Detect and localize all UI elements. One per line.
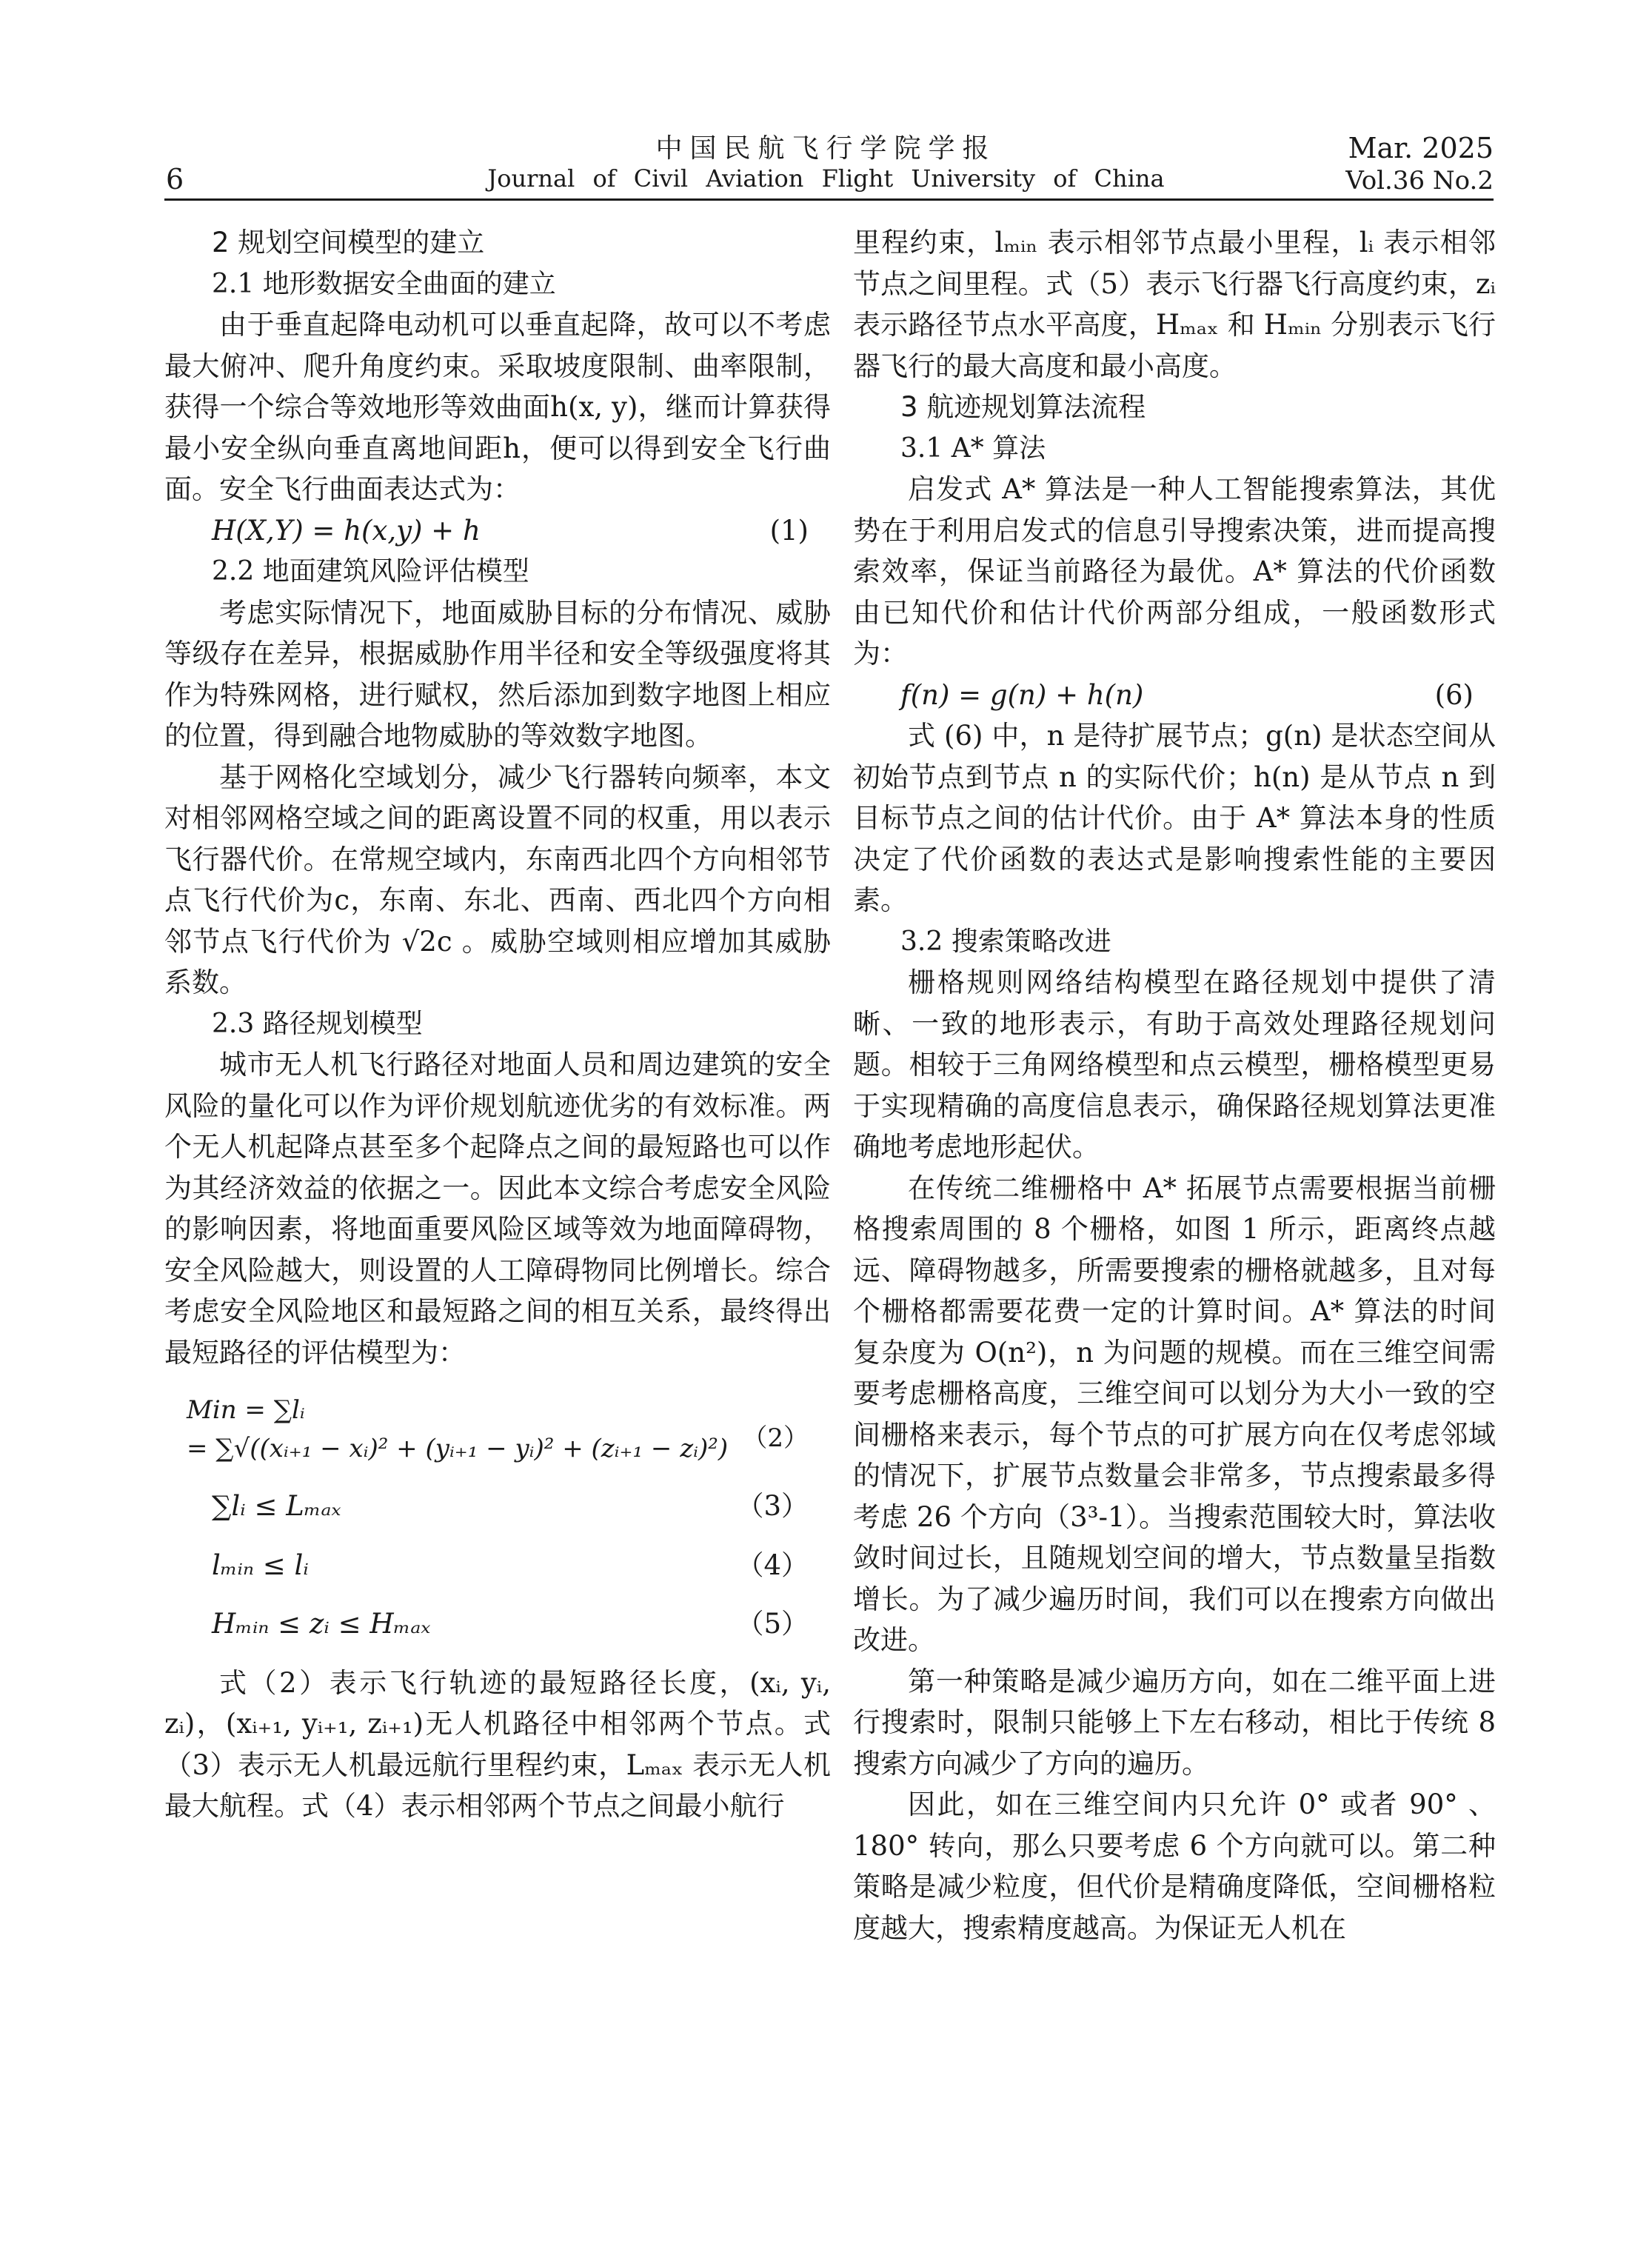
issue-volume: Vol.36 No.2: [1345, 166, 1494, 196]
equation-1-number: (1): [769, 514, 809, 547]
section-3-heading: 3 航迹规划算法流程: [900, 391, 1146, 423]
right-column: [853, 222, 1496, 1948]
section-2-2-paragraph-1: 考虑实际情况下，地面威胁目标的分布情况、威胁等级存在差异，根据威胁作用半径和安全等级强度将其作为特殊网格，进行赋权，然后添加到数字地图上相应的位置，得到融合地物威胁的等效数字地图。: [164, 596, 831, 752]
equation-2-line-1: Min = ∑lᵢ: [187, 1395, 305, 1425]
equation-1: [164, 510, 831, 552]
equation-3: [164, 1486, 831, 1527]
section-3-2-paragraph-1: 栅格规则网络结构模型在路径规划中提供了清晰、一致的地形表示，有助于高效处理路径规划问题。相较于三角网络模型和点云模型，栅格模型更易于实现精确的高度信息表示，确保路径规划算法更准确地考虑地形起伏。: [853, 966, 1496, 1163]
left-column: [164, 222, 831, 1827]
equation-2-number: （2）: [742, 1423, 809, 1453]
page-header: [0, 0, 1652, 200]
equation-4: [164, 1545, 831, 1586]
equation-3-body: ∑lᵢ ≤ Lₘₐₓ: [212, 1490, 341, 1522]
section-3-2-paragraph-2: 在传统二维栅格中 A* 拓展节点需要根据当前栅格搜索周围的 8 个栅格，如图 1 所示，距离终点越远、障碍物越多，所需要搜索的栅格就越多，且对每个栅格都需要花费一定的计算时间。A* 算法的时间复杂度为 O(n²)，n 为问题的规模。而在三维空间需要考虑栅格高度，三维空间可以划分为大小一致的空间栅格来表示，每个节点的可扩展方向在仅考虑邻域的情况下，扩展节点数量会非常多，节点搜索最多得考虑 26 个方向（3³-1）。当搜索范围较大时，算法收敛时间过长，且随规划空间的增大，节点数量呈指数增长。为了减少遍历时间，我们可以在搜索方向做出改进。: [853, 1172, 1496, 1656]
equation-5-body: Hₘᵢₙ ≤ zᵢ ≤ Hₘₐₓ: [212, 1608, 431, 1640]
section-2-2-paragraph-2: 基于网格化空域划分，减少飞行器转向频率，本文对相邻网格空域之间的距离设置不同的权重，用以表示飞行器代价。在常规空域内，东南西北四个方向相邻节点飞行代价为c，东南、东北、西南、西北四个方向相邻节点飞行代价为 √2c 。威胁空域则相应增加其威胁系数。: [164, 761, 831, 998]
equation-2: [164, 1391, 831, 1468]
equation-6-number: (6): [1434, 678, 1474, 711]
continued-paragraph: 里程约束，lₘᵢₙ 表示相邻节点最小里程，lᵢ 表示相邻节点之间里程。式（5）表示飞行器飞行高度约束，zᵢ 表示路径节点水平高度，Hₘₐₓ 和 Hₘᵢₙ 分别表示飞行器飞行的最大高度和最小高度。: [853, 227, 1496, 382]
section-3-2-paragraph-3: 第一种策略是减少遍历方向，如在二维平面上进行搜索时，限制只能够上下左右移动，相比于传统 8 搜索方向减少了方向的遍历。: [853, 1665, 1496, 1780]
section-2-2-heading: 2.2 地面建筑风险评估模型: [212, 556, 529, 587]
equation-4-body: lₘᵢₙ ≤ lᵢ: [212, 1549, 309, 1581]
equation-2-line-2: = ∑√((xᵢ₊₁ − xᵢ)² + (yᵢ₊₁ − yᵢ)² + (zᵢ₊₁ − zᵢ)²): [187, 1434, 729, 1463]
page-number: 6: [166, 163, 184, 196]
equation-4-number: （4）: [736, 1549, 809, 1581]
section-3-2-heading: 3.2 搜索策略改进: [900, 926, 1111, 957]
journal-title-cn: 中国民航飞行学院学报: [655, 133, 997, 164]
section-3-1-paragraph-1: 启发式 A* 算法是一种人工智能搜索算法，其优势在于利用启发式的信息引导搜索决策，进而提高搜索效率，保证当前路径为最优。A* 算法的代价函数由已知代价和估计代价两部分组成，一般函数形式为：: [853, 473, 1496, 669]
section-3-1-paragraph-2: 式 (6) 中，n 是待扩展节点；g(n) 是状态空间从初始节点到节点 n 的实际代价；h(n) 是从节点 n 到目标节点之间的估计代价。由于 A* 算法本身的性质决定了代价函数的表达式是影响搜索性能的主要因素。: [853, 720, 1496, 916]
section-2-3-heading: 2.3 路径规划模型: [212, 1008, 423, 1039]
equation-5: [164, 1603, 831, 1645]
equation-6: [853, 675, 1496, 716]
issue-date: Mar. 2025: [1348, 132, 1494, 164]
section-2-heading: 2 规划空间模型的建立: [212, 227, 485, 258]
section-2-1-heading: 2.1 地形数据安全曲面的建立: [212, 268, 556, 299]
equation-5-number: （5）: [736, 1608, 809, 1640]
section-3-2-paragraph-4: 因此，如在三维空间内只允许 0° 或者 90° 、180° 转向，那么只要考虑 6 个方向就可以。第二种策略是减少粒度，但代价是精确度降低，空间栅格粒度越大，搜索精度越高。为保证无人机在: [853, 1789, 1496, 1944]
equation-6-body: f(n) = g(n) + h(n): [900, 678, 1144, 711]
header-rule: [164, 198, 1494, 201]
section-3-1-heading: 3.1 A* 算法: [900, 432, 1046, 464]
section-2-3-paragraph-1: 城市无人机飞行路径对地面人员和周边建筑的安全风险的量化可以作为评价规划航迹优劣的有效标准。两个无人机起降点甚至多个起降点之间的最短路也可以作为其经济效益的依据之一。因此本文综合考虑安全风险的影响因素，将地面重要风险区域等效为地面障碍物，安全风险越大，则设置的人工障碍物同比例增长。综合考虑安全风险地区和最短路之间的相互关系，最终得出最短路径的评估模型为：: [164, 1049, 831, 1369]
equation-1-body: H(X,Y) = h(x,y) + h: [212, 514, 481, 547]
section-2-1-paragraph: 由于垂直起降电动机可以垂直起降，故可以不考虑最大俯冲、爬升角度约束。采取坡度限制、曲率限制，获得一个综合等效地形等效曲面h(x, y)，继而计算获得最小安全纵向垂直离地间距h，便可以得到安全飞行曲面。安全飞行曲面表达式为：: [164, 309, 831, 505]
journal-title-en: Journal of Civil Aviation Flight University of China: [487, 164, 1165, 193]
section-2-3-paragraph-2: 式（2）表示飞行轨迹的最短路径长度，(xᵢ, yᵢ, zᵢ)，(xᵢ₊₁, yᵢ₊₁, zᵢ₊₁)无人机路径中相邻两个节点。式（3）表示无人机最远航行里程约束，Lₘₐₓ 表示无人机最大航程。式（4）表示相邻两个节点之间最小航行: [164, 1666, 831, 1822]
equation-3-number: （3）: [736, 1490, 809, 1522]
